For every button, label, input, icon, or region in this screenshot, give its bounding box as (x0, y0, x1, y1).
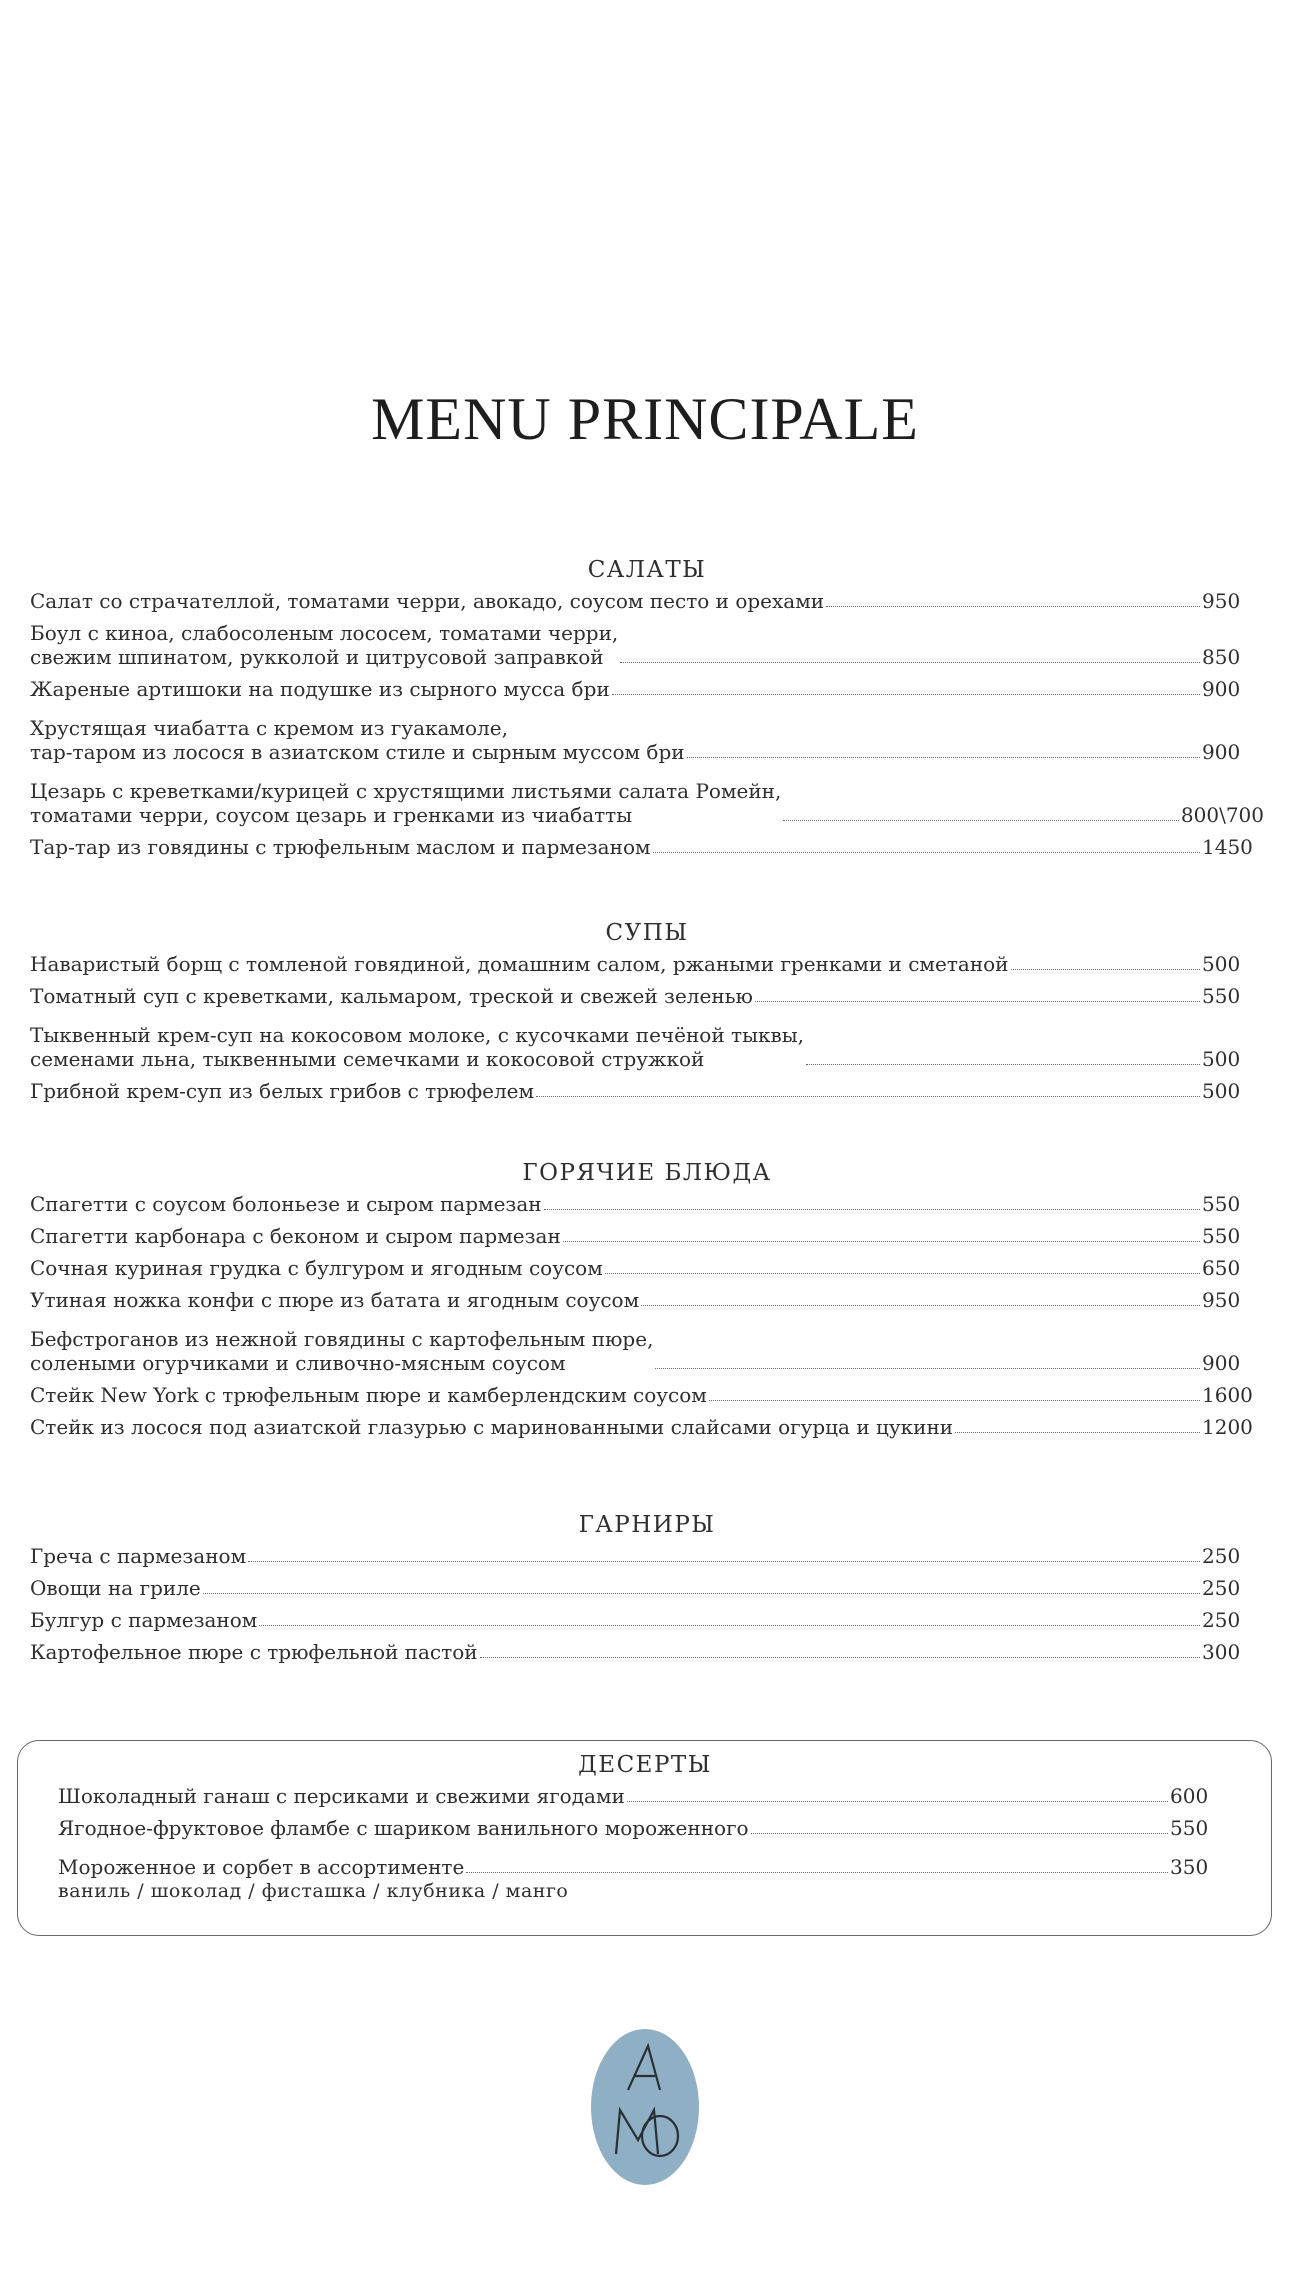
dot-leader (612, 694, 1200, 695)
item-name: Томатный суп с креветками, кальмаром, треской и свежей зеленью (30, 984, 753, 1008)
dot-leader (655, 1368, 1200, 1369)
item-price: 500 (1202, 952, 1241, 976)
item-name: Жареные артишоки на подушке из сырного мусса бри (30, 677, 610, 701)
monogram-logo-icon (590, 2028, 700, 2186)
section-heading: ДЕСЕРТЫ (578, 1752, 712, 1778)
dot-leader (259, 1625, 1200, 1626)
dot-leader (544, 1209, 1200, 1210)
item-name: Овощи на гриле (30, 1576, 201, 1600)
item-name: Тар-тар из говядины с трюфельным маслом и пармезаном (30, 835, 651, 859)
menu-item (30, 1192, 1264, 1216)
section-heading: СУПЫ (605, 920, 689, 946)
menu-item (30, 716, 1264, 764)
item-price: 350 (1170, 1855, 1209, 1879)
item-name: семенами льна, тыквенными семечками и кокосовой стружкой (30, 1047, 705, 1071)
section-desserts (58, 1752, 1232, 1903)
menu-item (30, 589, 1264, 613)
dot-leader (826, 606, 1200, 607)
menu-item (30, 1079, 1264, 1103)
flavor-list: ваниль / шоколад / фисташка / клубника / манго (58, 1880, 569, 1902)
item-name: тар-таром из лосося в азиатском стиле и сырным муссом бри (30, 740, 685, 764)
menu-item (30, 1640, 1264, 1664)
menu-item (58, 1784, 1232, 1808)
dot-leader (955, 1432, 1200, 1433)
section-soups (30, 920, 1264, 1103)
dot-leader (203, 1593, 1200, 1594)
item-name: Салат со страчателлой, томатами черри, авокадо, соусом песто и орехами (30, 589, 825, 613)
menu-item (30, 677, 1264, 701)
menu-item (30, 1288, 1264, 1312)
menu-item (30, 1608, 1264, 1632)
item-name: Греча с пармезаном (30, 1544, 247, 1568)
item-price: 250 (1202, 1608, 1241, 1632)
menu-title: MENU PRINCIPALE (371, 386, 919, 452)
menu-item (30, 779, 1264, 827)
item-price: 600 (1170, 1784, 1209, 1808)
item-price: 850 (1202, 645, 1241, 669)
item-name: свежим шпинатом, рукколой и цитрусовой заправкой (30, 645, 604, 669)
item-name: Спагетти с соусом болоньезе и сыром пармезан (30, 1192, 542, 1216)
item-price: 1200 (1202, 1415, 1253, 1439)
item-name: Стейк New York с трюфельным пюре и камберлендским соусом (30, 1383, 707, 1407)
dot-leader (1011, 969, 1200, 970)
dot-leader (620, 662, 1200, 663)
menu-item (58, 1855, 1232, 1879)
dot-leader (466, 1872, 1168, 1873)
menu-item (30, 952, 1264, 976)
dot-leader (755, 1001, 1200, 1002)
dot-leader (751, 1833, 1168, 1834)
section-salads (30, 557, 1264, 859)
item-price: 500 (1202, 1079, 1241, 1103)
item-price: 500 (1202, 1047, 1241, 1071)
dot-leader (248, 1561, 1200, 1562)
item-price: 1450 (1202, 835, 1253, 859)
item-name: Спагетти карбонара с беконом и сыром пармезан (30, 1224, 561, 1248)
item-name: Боул с киноа, слабосоленым лососем, томатами черри, (30, 621, 619, 645)
section-heading: ГОРЯЧИЕ БЛЮДА (522, 1160, 772, 1186)
item-name: Грибной крем-суп из белых грибов с трюфелем (30, 1079, 535, 1103)
section-heading: ГАРНИРЫ (578, 1512, 716, 1538)
dot-leader (783, 820, 1179, 821)
menu-item (30, 1224, 1264, 1248)
section-heading: САЛАТЫ (587, 557, 707, 583)
item-price: 300 (1202, 1640, 1241, 1664)
item-name: Тыквенный крем-суп на кокосовом молоке, с кусочками печёной тыквы, (30, 1023, 805, 1047)
item-name: Сочная куриная грудка с булгуром и ягодным соусом (30, 1256, 603, 1280)
item-price: 550 (1170, 1816, 1209, 1840)
item-name: Ягодное-фруктовое фламбе с шариком ванильного мороженного (58, 1816, 749, 1840)
menu-item (30, 835, 1264, 859)
item-name: Хрустящая чиабатта с кремом из гуакамоле, (30, 716, 508, 740)
dot-leader (605, 1273, 1200, 1274)
dot-leader (653, 852, 1200, 853)
item-name: Шоколадный ганаш с персиками и свежими ягодами (58, 1784, 625, 1808)
item-price: 950 (1202, 589, 1241, 613)
item-name: Стейк из лосося под азиатской глазурью с маринованными слайсами огурца и цукини (30, 1415, 954, 1439)
dot-leader (480, 1657, 1200, 1658)
menu-item (30, 1327, 1264, 1375)
dot-leader (687, 757, 1200, 758)
menu-item (30, 1383, 1264, 1407)
item-name: Утиная ножка конфи с пюре из батата и ягодным соусом (30, 1288, 640, 1312)
item-price: 900 (1202, 677, 1241, 701)
menu-item (30, 984, 1264, 1008)
dot-leader (563, 1241, 1200, 1242)
item-name: солеными огурчиками и сливочно-мясным соусом (30, 1351, 566, 1375)
menu-item (30, 1576, 1264, 1600)
item-name: Бефстроганов из нежной говядины с картофельным пюре, (30, 1327, 654, 1351)
item-price: 550 (1202, 1192, 1241, 1216)
dot-leader (806, 1064, 1200, 1065)
item-price: 950 (1202, 1288, 1241, 1312)
dot-leader (709, 1400, 1200, 1401)
section-sides (30, 1512, 1264, 1664)
menu-item (58, 1816, 1232, 1840)
menu-item (30, 1544, 1264, 1568)
item-price: 900 (1202, 740, 1241, 764)
menu-item (30, 1415, 1264, 1439)
item-price: 650 (1202, 1256, 1241, 1280)
item-name: томатами черри, соусом цезарь и гренками из чиабатты (30, 803, 633, 827)
dot-leader (641, 1305, 1200, 1306)
menu-item (30, 1256, 1264, 1280)
menu-item (30, 621, 1264, 669)
item-price: 550 (1202, 984, 1241, 1008)
item-name: Наваристый борщ с томленой говядиной, домашним салом, ржаными гренками и сметаной (30, 952, 1009, 976)
item-price: 900 (1202, 1351, 1241, 1375)
item-price: 1600 (1202, 1383, 1253, 1407)
dot-leader (627, 1801, 1168, 1802)
item-name: Мороженное и сорбет в ассортименте (58, 1855, 465, 1879)
item-price: 250 (1202, 1576, 1241, 1600)
item-name: Булгур с пармезаном (30, 1608, 258, 1632)
item-name: Картофельное пюре с трюфельной пастой (30, 1640, 478, 1664)
section-hot-dishes (30, 1160, 1264, 1439)
item-name: Цезарь с креветками/курицей с хрустящими листьями салата Ромейн, (30, 779, 782, 803)
dot-leader (536, 1096, 1200, 1097)
menu-item (30, 1023, 1264, 1071)
item-price: 800\700 (1180, 803, 1264, 827)
item-price: 550 (1202, 1224, 1241, 1248)
item-price: 250 (1202, 1544, 1241, 1568)
